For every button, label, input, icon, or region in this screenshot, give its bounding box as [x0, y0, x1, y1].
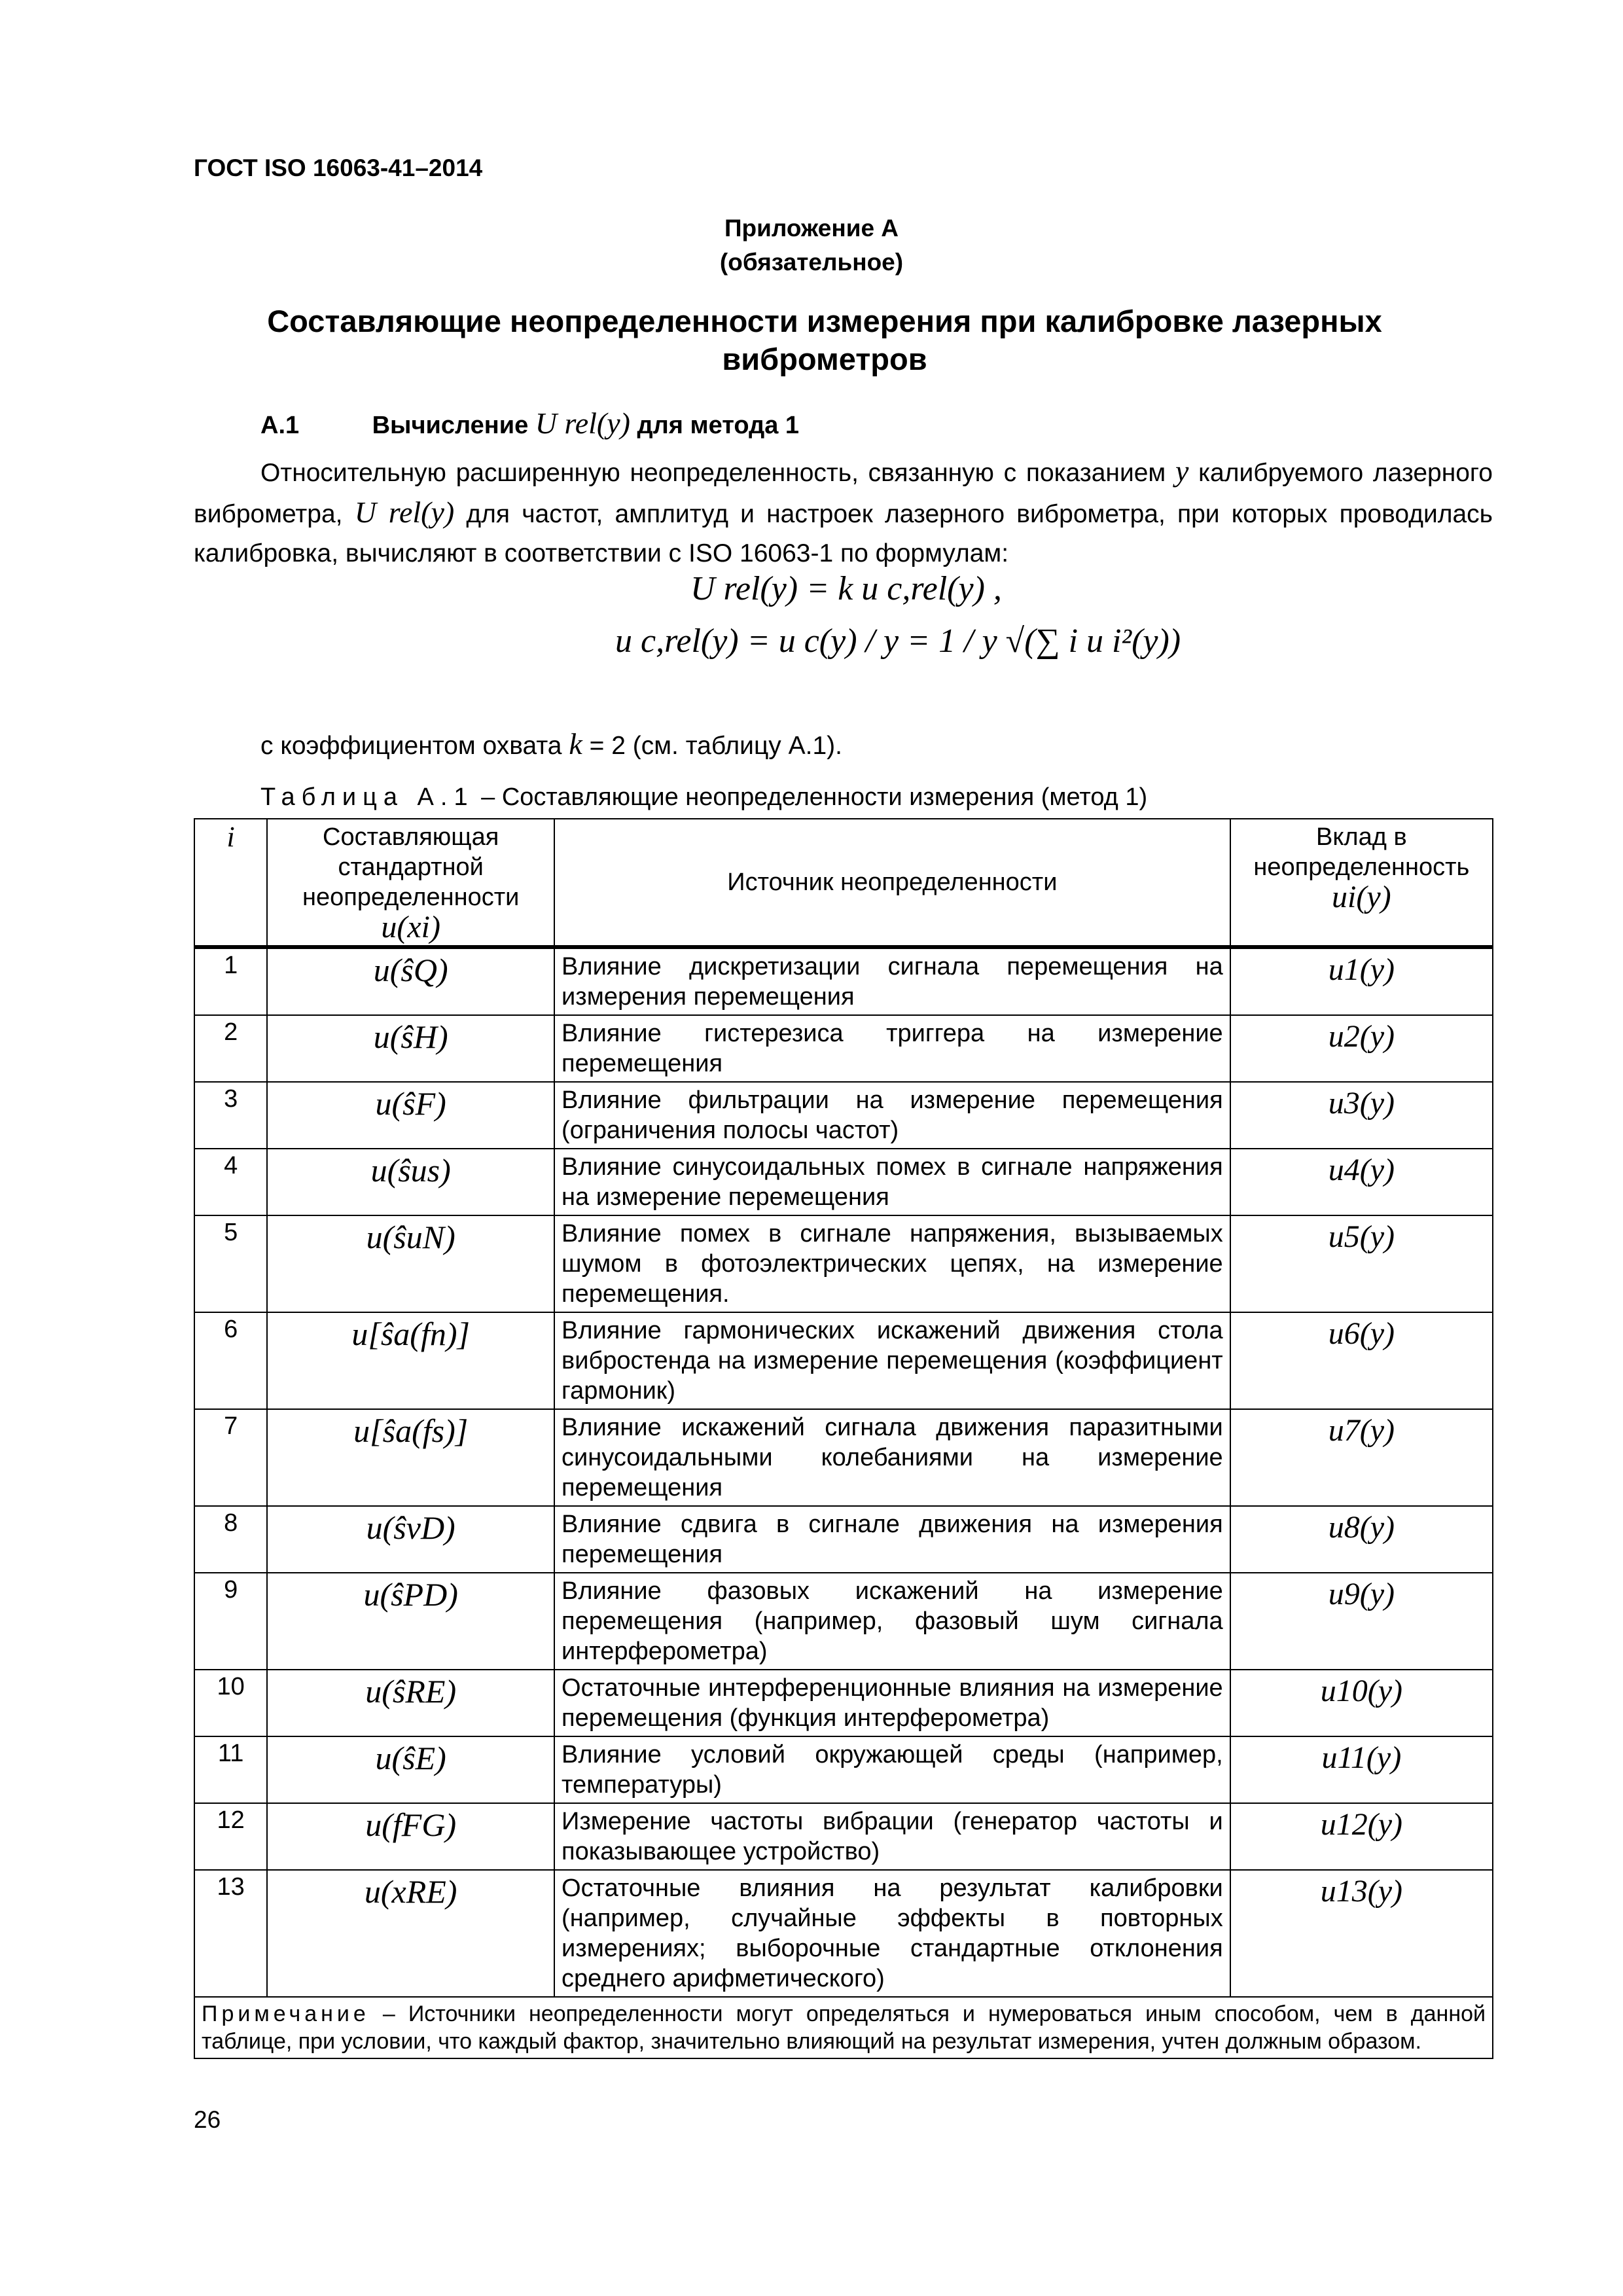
- component-cell: u(ŝH): [267, 1015, 554, 1082]
- table-row: [194, 1082, 1493, 1149]
- source-cell: Влияние фазовых искажений на измерение перемещения (например, фазовый шум сигнала интерферометра): [554, 1573, 1230, 1670]
- contribution-cell: u7(y): [1230, 1409, 1493, 1506]
- contribution-cell: u2(y): [1230, 1015, 1493, 1082]
- source-cell: Влияние сдвига в сигнале движения на измерения перемещения: [554, 1506, 1230, 1573]
- component-cell: u[ŝa(fn)]: [267, 1312, 554, 1409]
- component-cell: u(ŝuN): [267, 1215, 554, 1312]
- index-cell: 6: [194, 1312, 267, 1409]
- table-row: [194, 1409, 1493, 1506]
- contribution-cell: u5(y): [1230, 1215, 1493, 1312]
- header-index: i: [194, 819, 267, 947]
- table-caption-label: Таблица А.1: [260, 783, 474, 811]
- contribution-cell: u10(y): [1230, 1670, 1493, 1736]
- index-cell: 7: [194, 1409, 267, 1506]
- table-header-row: [194, 819, 1493, 947]
- coef-text: с коэффициентом охвата: [260, 732, 562, 760]
- component-cell: u(ŝPD): [267, 1573, 554, 1670]
- contribution-cell: u9(y): [1230, 1573, 1493, 1670]
- table-row: [194, 1803, 1493, 1870]
- header-contribution: [1230, 819, 1493, 947]
- component-cell: u[ŝa(fs)]: [267, 1409, 554, 1506]
- coef-symbol: k: [569, 727, 582, 761]
- table-caption: [260, 783, 1147, 812]
- intro-paragraph: [194, 452, 1493, 573]
- contribution-cell: u11(y): [1230, 1736, 1493, 1803]
- symbol-U: U rel(y): [354, 495, 455, 529]
- appendix-status: (обязательное): [719, 249, 904, 276]
- section-heading: [260, 406, 799, 440]
- component-cell: u(ŝF): [267, 1082, 554, 1149]
- source-cell: Остаточные влияния на результат калибровки (например, случайные эффекты в повторных измерениях; выборочные стандартные отклонения среднего арифметического): [554, 1870, 1230, 1997]
- note-text: – Источники неопределенности могут определяться и нумероваться иным способом, чем в данной таблице, при условии, что каждый фактор, значительно влияющий на результат измерения, учтен должным образом.: [202, 2001, 1486, 2054]
- table-row: [194, 1736, 1493, 1803]
- source-cell: Остаточные интерференционные влияния на измерение перемещения (функция интерферометра): [554, 1670, 1230, 1736]
- table-caption-text: – Составляющие неопределенности измерения (метод 1): [481, 783, 1148, 811]
- section-number: А.1: [260, 412, 300, 439]
- table-note-row: [194, 1997, 1493, 2058]
- coverage-factor-line: [260, 726, 842, 761]
- table-row: [194, 1149, 1493, 1215]
- equation-2: u c,rel(y) = u c(y) / y = 1 / y √(∑ i u i²(y)): [615, 622, 1181, 660]
- contribution-cell: u3(y): [1230, 1082, 1493, 1149]
- note-label: Примечание: [202, 2001, 370, 2026]
- index-cell: 9: [194, 1573, 267, 1670]
- symbol-y: y: [1175, 454, 1189, 488]
- index-cell: 11: [194, 1736, 267, 1803]
- source-cell: Влияние гармонических искажений движения стола вибростенда на измерение перемещения (коэффициент гармоник): [554, 1312, 1230, 1409]
- paragraph-text-2: калибруемого лазерного виброметра,: [194, 459, 1493, 528]
- document-code: ГОСТ ISO 16063-41–2014: [194, 154, 483, 181]
- source-cell: Влияние помех в сигнале напряжения, вызываемых шумом в фотоэлектрических цепях, на измерение перемещения.: [554, 1215, 1230, 1312]
- header-component-symbol: u(xi): [381, 910, 440, 944]
- table-row: [194, 1573, 1493, 1670]
- source-cell: Влияние фильтрации на измерение перемещения (ограничения полосы частот): [554, 1082, 1230, 1149]
- table-note: [194, 1997, 1493, 2058]
- table-row: [194, 1015, 1493, 1082]
- header-source: Источник неопределенности: [554, 819, 1230, 947]
- index-cell: 3: [194, 1082, 267, 1149]
- index-cell: 1: [194, 947, 267, 1015]
- paragraph-text-1: Относительную расширенную неопределенность, связанную с показанием: [260, 459, 1166, 487]
- component-cell: u(ŝE): [267, 1736, 554, 1803]
- table-body: [194, 947, 1493, 1997]
- component-cell: u(ŝQ): [267, 947, 554, 1015]
- section-formula: U rel(y): [535, 406, 630, 440]
- index-cell: 4: [194, 1149, 267, 1215]
- table-row: [194, 1215, 1493, 1312]
- section-suffix: для метода 1: [637, 412, 800, 439]
- index-cell: 13: [194, 1870, 267, 1997]
- source-cell: Влияние гистерезиса триггера на измерение перемещения: [554, 1015, 1230, 1082]
- source-cell: Влияние условий окружающей среды (например, температуры): [554, 1736, 1230, 1803]
- header-contribution-text: Вклад в неопределенность: [1253, 823, 1470, 881]
- contribution-cell: u8(y): [1230, 1506, 1493, 1573]
- table-row: [194, 947, 1493, 1015]
- index-cell: 8: [194, 1506, 267, 1573]
- index-cell: 10: [194, 1670, 267, 1736]
- source-cell: Измерение частоты вибрации (генератор частоты и показывающее устройство): [554, 1803, 1230, 1870]
- header-component: [267, 819, 554, 947]
- index-cell: 12: [194, 1803, 267, 1870]
- source-cell: Влияние искажений сигнала движения паразитными синусоидальными колебаниями на измерение перемещения: [554, 1409, 1230, 1506]
- annex-title: Составляющие неопределенности измерения при калибровке лазерных виброметров: [267, 304, 1382, 376]
- header-component-text: Составляющая стандартной неопределенности: [302, 823, 520, 911]
- table-row: [194, 1506, 1493, 1573]
- table-row: [194, 1670, 1493, 1736]
- page-number: 26: [194, 2106, 221, 2133]
- appendix-label: Приложение А: [724, 215, 899, 242]
- index-cell: 2: [194, 1015, 267, 1082]
- contribution-cell: u13(y): [1230, 1870, 1493, 1997]
- equation-1: U rel(y) = k u c,rel(y) ,: [690, 570, 1002, 607]
- source-cell: Влияние синусоидальных помех в сигнале напряжения на измерение перемещения: [554, 1149, 1230, 1215]
- header-contribution-symbol: ui(y): [1332, 880, 1391, 914]
- component-cell: u(xRE): [267, 1870, 554, 1997]
- section-prefix: Вычисление: [372, 412, 529, 439]
- component-cell: u(ŝus): [267, 1149, 554, 1215]
- component-cell: u(ŝRE): [267, 1670, 554, 1736]
- contribution-cell: u6(y): [1230, 1312, 1493, 1409]
- table-row: [194, 1870, 1493, 1997]
- paragraph-text-3: для частот, амплитуд и настроек лазерного виброметра, при которых проводилась калибровка, вычисляют в соответствии с ISO 16063-1 по формулам:: [194, 500, 1493, 567]
- table-row: [194, 1312, 1493, 1409]
- contribution-cell: u4(y): [1230, 1149, 1493, 1215]
- component-cell: u(fFG): [267, 1803, 554, 1870]
- contribution-cell: u12(y): [1230, 1803, 1493, 1870]
- uncertainty-table: [194, 818, 1493, 2059]
- component-cell: u(ŝvD): [267, 1506, 554, 1573]
- index-cell: 5: [194, 1215, 267, 1312]
- contribution-cell: u1(y): [1230, 947, 1493, 1015]
- coef-value: = 2 (см. таблицу А.1).: [589, 732, 842, 760]
- source-cell: Влияние дискретизации сигнала перемещения на измерения перемещения: [554, 947, 1230, 1015]
